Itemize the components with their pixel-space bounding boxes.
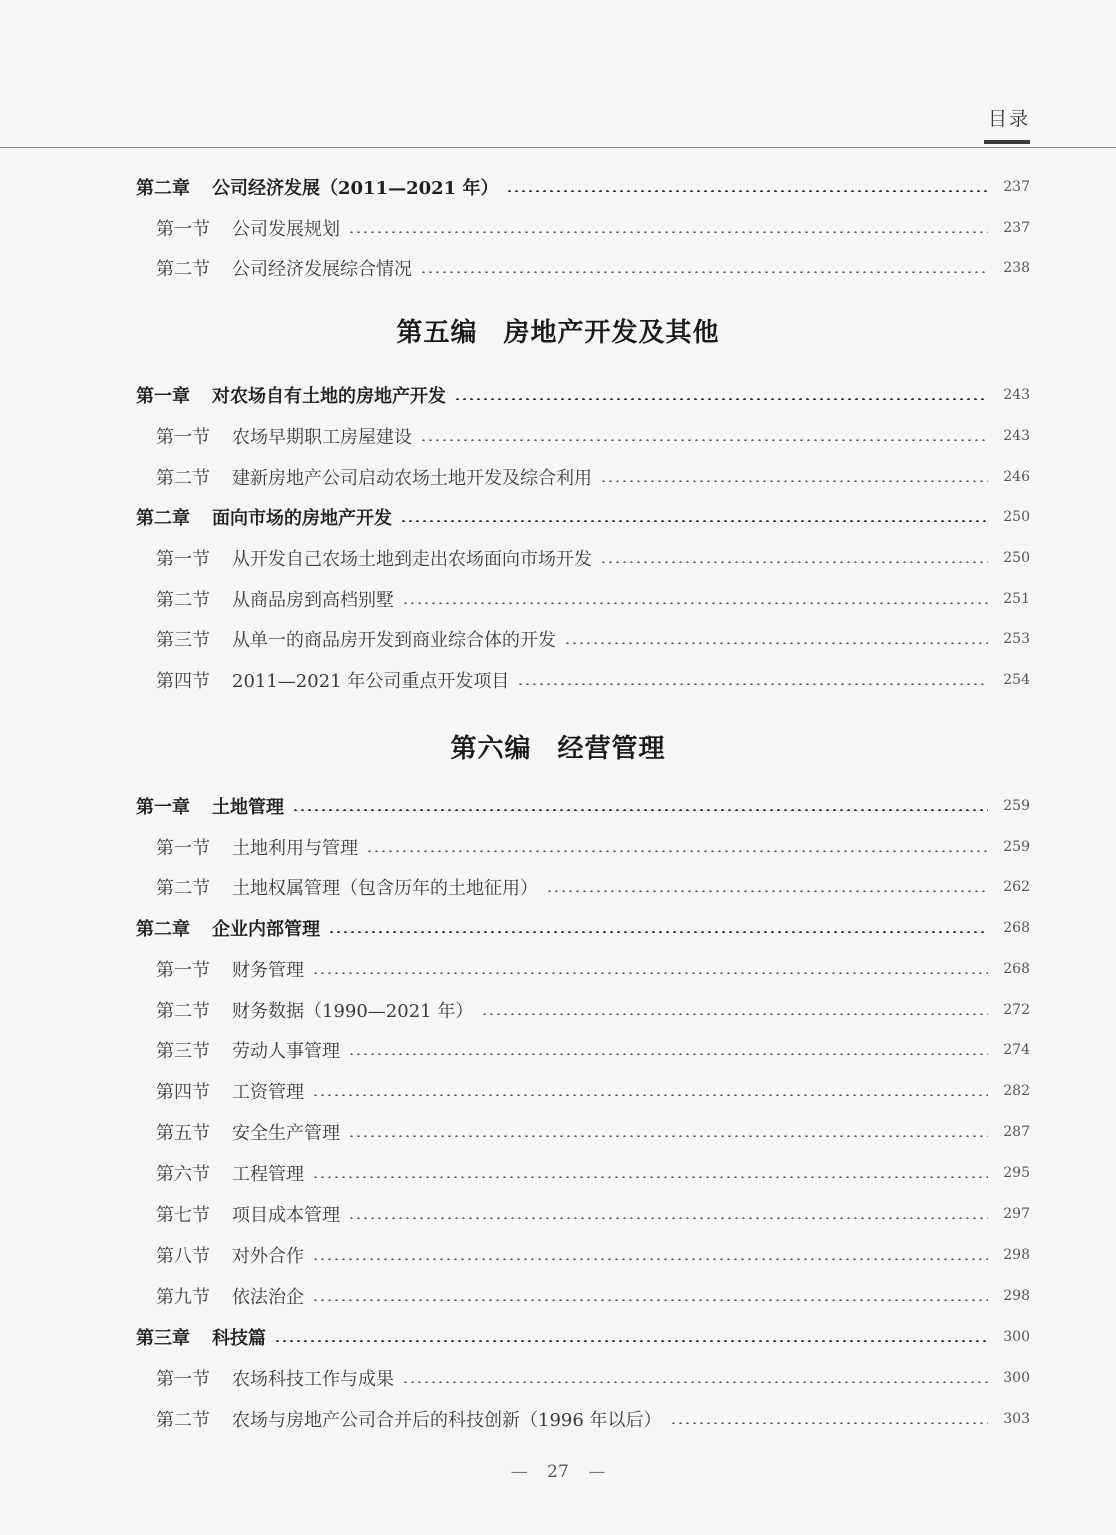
entry-number: 第一章 bbox=[136, 386, 190, 407]
toc-section-entry[interactable] bbox=[156, 1240, 1030, 1270]
toc-section-entry[interactable] bbox=[156, 1199, 1030, 1229]
toc-section-entry[interactable] bbox=[156, 665, 1030, 695]
toc-chapter-entry[interactable] bbox=[136, 913, 1030, 943]
entry-title: 工程管理 bbox=[232, 1164, 304, 1185]
entry-title: 公司经济发展（2011—2021 年） bbox=[212, 178, 499, 199]
entry-number: 第五节 bbox=[156, 1123, 210, 1144]
toc-section-entry[interactable] bbox=[156, 253, 1030, 283]
dot-leader bbox=[292, 809, 988, 811]
toc-section-entry[interactable] bbox=[156, 1035, 1030, 1065]
dot-leader bbox=[420, 439, 988, 441]
entry-number: 第二章 bbox=[136, 508, 190, 529]
running-header: 目录 bbox=[987, 108, 1030, 130]
entry-page-number: 253 bbox=[1003, 631, 1030, 647]
entry-number: 第一节 bbox=[156, 1369, 210, 1390]
entry-number: 第一节 bbox=[156, 838, 210, 859]
dot-leader bbox=[366, 850, 988, 852]
dot-leader bbox=[274, 1340, 988, 1342]
entry-title: 从单一的商品房开发到商业综合体的开发 bbox=[232, 630, 556, 651]
entry-page-number: 246 bbox=[1003, 469, 1030, 485]
entry-number: 第七节 bbox=[156, 1205, 210, 1226]
footer-dash-left: — bbox=[510, 1462, 528, 1482]
toc-section-entry[interactable] bbox=[156, 1281, 1030, 1311]
entry-title: 企业内部管理 bbox=[212, 919, 320, 940]
entry-number: 第三节 bbox=[156, 1041, 210, 1062]
entry-page-number: 251 bbox=[1003, 591, 1030, 607]
dot-leader bbox=[312, 972, 988, 974]
dot-leader bbox=[348, 1135, 988, 1137]
dot-leader bbox=[454, 398, 988, 400]
part-heading bbox=[0, 312, 1116, 349]
toc-section-entry[interactable] bbox=[156, 421, 1030, 451]
entry-number: 第一节 bbox=[156, 427, 210, 448]
dot-leader bbox=[564, 642, 988, 644]
part-number: 第五编 bbox=[396, 318, 478, 348]
entry-title: 从开发自己农场土地到走出农场面向市场开发 bbox=[232, 549, 592, 570]
entry-page-number: 298 bbox=[1003, 1288, 1030, 1304]
entry-page-number: 259 bbox=[1003, 839, 1030, 855]
entry-number: 第二章 bbox=[136, 178, 190, 199]
part-title: 经营管理 bbox=[557, 734, 666, 764]
dot-leader bbox=[348, 1217, 988, 1219]
entry-title: 建新房地产公司启动农场土地开发及综合利用 bbox=[232, 468, 592, 489]
toc-chapter-entry[interactable] bbox=[136, 502, 1030, 532]
toc-section-entry[interactable] bbox=[156, 624, 1030, 654]
entry-number: 第三节 bbox=[156, 630, 210, 651]
entry-page-number: 287 bbox=[1003, 1124, 1030, 1140]
dot-leader bbox=[600, 561, 988, 563]
toc-section-entry[interactable] bbox=[156, 1404, 1030, 1434]
entry-page-number: 300 bbox=[1003, 1370, 1030, 1386]
entry-title: 公司发展规划 bbox=[232, 219, 340, 240]
entry-number: 第一节 bbox=[156, 219, 210, 240]
entry-number: 第二节 bbox=[156, 878, 210, 899]
entry-title: 对外合作 bbox=[232, 1246, 304, 1267]
entry-number: 第二章 bbox=[136, 919, 190, 940]
dot-leader bbox=[348, 231, 988, 233]
entry-title: 土地权属管理（包含历年的土地征用） bbox=[232, 878, 538, 899]
entry-page-number: 295 bbox=[1003, 1165, 1030, 1181]
entry-page-number: 237 bbox=[1003, 179, 1030, 195]
entry-page-number: 254 bbox=[1003, 672, 1030, 688]
entry-title: 农场早期职工房屋建设 bbox=[232, 427, 412, 448]
dot-leader bbox=[420, 271, 988, 273]
entry-title: 项目成本管理 bbox=[232, 1205, 340, 1226]
entry-number: 第二节 bbox=[156, 1001, 210, 1022]
dot-leader bbox=[400, 520, 988, 522]
toc-section-entry[interactable] bbox=[156, 1117, 1030, 1147]
entry-title: 工资管理 bbox=[232, 1082, 304, 1103]
entry-number: 第四节 bbox=[156, 1082, 210, 1103]
entry-page-number: 237 bbox=[1003, 220, 1030, 236]
dot-leader bbox=[670, 1422, 988, 1424]
entry-title: 依法治企 bbox=[232, 1287, 304, 1308]
entry-title: 农场科技工作与成果 bbox=[232, 1369, 394, 1390]
header-rule-accent bbox=[984, 140, 1030, 144]
part-heading bbox=[0, 728, 1116, 765]
entry-number: 第四节 bbox=[156, 671, 210, 692]
entry-page-number: 282 bbox=[1003, 1083, 1030, 1099]
dot-leader bbox=[312, 1176, 988, 1178]
toc-section-entry[interactable] bbox=[156, 832, 1030, 862]
footer-dash-right: — bbox=[588, 1462, 606, 1482]
entry-page-number: 268 bbox=[1003, 961, 1030, 977]
dot-leader bbox=[348, 1053, 988, 1055]
toc-section-entry[interactable] bbox=[156, 954, 1030, 984]
dot-leader bbox=[600, 480, 988, 482]
dot-leader bbox=[506, 190, 988, 192]
entry-title: 科技篇 bbox=[212, 1328, 266, 1349]
toc-chapter-entry[interactable] bbox=[136, 172, 1030, 202]
entry-page-number: 268 bbox=[1003, 920, 1030, 936]
entry-title: 农场与房地产公司合并后的科技创新（1996 年以后） bbox=[232, 1410, 662, 1431]
toc-chapter-entry[interactable] bbox=[136, 380, 1030, 410]
entry-number: 第一节 bbox=[156, 549, 210, 570]
header-rule bbox=[0, 147, 1116, 148]
entry-number: 第一章 bbox=[136, 797, 190, 818]
toc-section-entry[interactable] bbox=[156, 543, 1030, 573]
entry-title: 从商品房到高档别墅 bbox=[232, 590, 394, 611]
entry-page-number: 243 bbox=[1003, 428, 1030, 444]
dot-leader bbox=[312, 1094, 988, 1096]
entry-number: 第二节 bbox=[156, 1410, 210, 1431]
toc-section-entry[interactable] bbox=[156, 872, 1030, 902]
entry-page-number: 300 bbox=[1003, 1329, 1030, 1345]
entry-number: 第二节 bbox=[156, 468, 210, 489]
entry-page-number: 298 bbox=[1003, 1247, 1030, 1263]
entry-title: 劳动人事管理 bbox=[232, 1041, 340, 1062]
page-footer bbox=[0, 1462, 1116, 1482]
part-number: 第六编 bbox=[450, 734, 532, 764]
entry-number: 第八节 bbox=[156, 1246, 210, 1267]
dot-leader bbox=[312, 1258, 988, 1260]
dot-leader bbox=[402, 602, 988, 604]
toc-chapter-entry[interactable] bbox=[136, 791, 1030, 821]
entry-page-number: 259 bbox=[1003, 798, 1030, 814]
entry-number: 第一节 bbox=[156, 960, 210, 981]
entry-page-number: 274 bbox=[1003, 1042, 1030, 1058]
toc-section-entry[interactable] bbox=[156, 462, 1030, 492]
entry-number: 第三章 bbox=[136, 1328, 190, 1349]
entry-number: 第二节 bbox=[156, 259, 210, 280]
dot-leader bbox=[328, 931, 988, 933]
entry-page-number: 250 bbox=[1003, 550, 1030, 566]
entry-title: 2011—2021 年公司重点开发项目 bbox=[232, 671, 510, 692]
entry-title: 公司经济发展综合情况 bbox=[232, 259, 412, 280]
toc-section-entry[interactable] bbox=[156, 995, 1030, 1025]
entry-number: 第六节 bbox=[156, 1164, 210, 1185]
part-title: 房地产开发及其他 bbox=[503, 318, 720, 348]
dot-leader bbox=[517, 683, 988, 685]
dot-leader bbox=[312, 1299, 988, 1301]
entry-page-number: 297 bbox=[1003, 1206, 1030, 1222]
entry-page-number: 272 bbox=[1003, 1002, 1030, 1018]
entry-page-number: 238 bbox=[1003, 260, 1030, 276]
dot-leader bbox=[481, 1013, 988, 1015]
toc-section-entry[interactable] bbox=[156, 213, 1030, 243]
entry-title: 对农场自有土地的房地产开发 bbox=[212, 386, 446, 407]
entry-number: 第二节 bbox=[156, 590, 210, 611]
entry-title: 面向市场的房地产开发 bbox=[212, 508, 392, 529]
dot-leader bbox=[402, 1381, 988, 1383]
entry-title: 财务管理 bbox=[232, 960, 304, 981]
toc-section-entry[interactable] bbox=[156, 584, 1030, 614]
toc-section-entry[interactable] bbox=[156, 1076, 1030, 1106]
entry-page-number: 262 bbox=[1003, 879, 1030, 895]
entry-title: 土地利用与管理 bbox=[232, 838, 358, 859]
entry-page-number: 250 bbox=[1003, 509, 1030, 525]
page-number: 27 bbox=[547, 1462, 569, 1482]
entry-title: 财务数据（1990—2021 年） bbox=[232, 1001, 474, 1022]
entry-title: 土地管理 bbox=[212, 797, 284, 818]
toc-section-entry[interactable] bbox=[156, 1158, 1030, 1188]
entry-page-number: 303 bbox=[1003, 1411, 1030, 1427]
toc-section-entry[interactable] bbox=[156, 1363, 1030, 1393]
entry-number: 第九节 bbox=[156, 1287, 210, 1308]
dot-leader bbox=[546, 890, 988, 892]
entry-title: 安全生产管理 bbox=[232, 1123, 340, 1144]
toc-chapter-entry[interactable] bbox=[136, 1322, 1030, 1352]
entry-page-number: 243 bbox=[1003, 387, 1030, 403]
